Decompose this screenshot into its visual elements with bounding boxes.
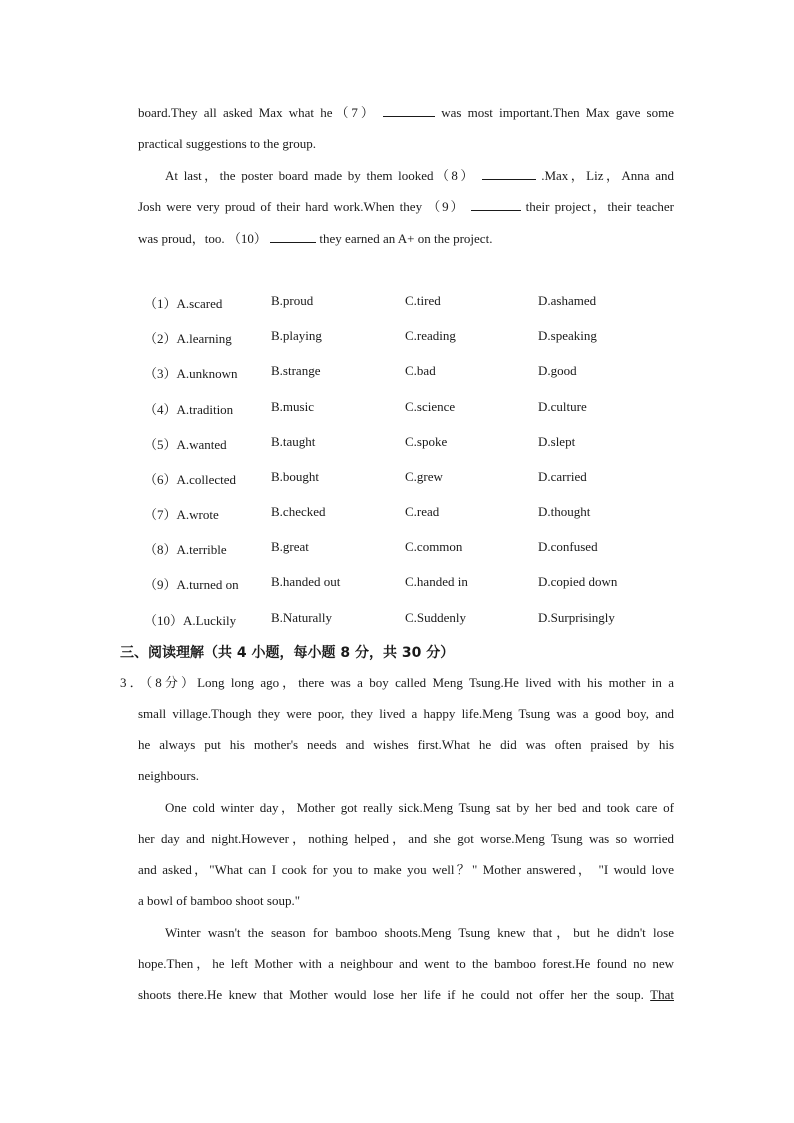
option-c: C.spoke (405, 434, 448, 449)
option-row (0, 363, 794, 381)
option-d: D.good (538, 363, 577, 378)
option-c: C.read (405, 504, 440, 519)
option-a: （9）A.turned on (144, 577, 239, 592)
option-a: （5）A.wanted (144, 437, 227, 452)
passage-text: Josh were very proud of their hard work.When they （9） (138, 199, 466, 214)
option-b: B.checked (271, 504, 326, 519)
answer-blank-10 (270, 230, 316, 243)
option-a: （10）A.Luckily (144, 613, 237, 628)
option-b: B.handed out (271, 574, 341, 589)
passage-line: he always put his mother's needs and wishes first.What he did was often praised by his (138, 737, 674, 752)
answer-blank-9 (471, 198, 521, 211)
option-d: D.ashamed (538, 293, 597, 308)
option-row (0, 539, 794, 557)
option-row (0, 504, 794, 522)
passage-line: Winter wasn't the season for bamboo shoots.Meng Tsung knew that，but he didn't lose (165, 925, 674, 940)
passage-text: was proud，too. （10） (138, 231, 267, 246)
option-c: C.tired (405, 293, 441, 308)
option-d: D.Surprisingly (538, 610, 615, 625)
option-c: C.reading (405, 328, 456, 343)
option-b: B.Naturally (271, 610, 333, 625)
passage-line: her day and night.However，nothing helped，and she got worse.Meng Tsung was so worried (138, 831, 674, 846)
option-c: C.grew (405, 469, 443, 484)
option-a: （1）A.scared (144, 296, 223, 311)
option-b: B.music (271, 399, 314, 414)
passage-line: hope.Then，he left Mother with a neighbour and went to the bamboo forest.He found no new (138, 956, 674, 971)
option-c: C.handed in (405, 574, 468, 589)
passage-line: small village.Though they were poor, they lived a happy life.Meng Tsung was a good boy, and (138, 706, 674, 721)
passage-text: At last，the poster board made by them looked（8） (165, 168, 476, 183)
passage-text: was most important.Then Max gave some (441, 105, 675, 120)
passage-line (138, 198, 674, 215)
underlined-word: That (650, 987, 674, 1002)
option-d: D.thought (538, 504, 591, 519)
option-c: C.bad (405, 363, 436, 378)
option-b: B.playing (271, 328, 322, 343)
option-b: B.proud (271, 293, 314, 308)
option-b: B.taught (271, 434, 316, 449)
passage-line (138, 104, 674, 121)
option-d: D.confused (538, 539, 598, 554)
option-row (0, 328, 794, 346)
option-a: （3）A.unknown (144, 366, 238, 381)
passage-line: One cold winter day，Mother got really sick.Meng Tsung sat by her bed and took care of (165, 800, 674, 815)
passage-line: a bowl of bamboo shoot soup." (138, 893, 301, 908)
answer-blank-7 (383, 104, 435, 117)
option-b: B.strange (271, 363, 321, 378)
passage-text: board.They all asked Max what he（7） (138, 105, 377, 120)
option-d: D.carried (538, 469, 587, 484)
option-d: D.slept (538, 434, 576, 449)
option-c: C.science (405, 399, 456, 414)
question-3-lead: 3．（8分）Long long ago，there was a boy called Meng Tsung.He lived with his mother in a (120, 675, 674, 690)
passage-line (165, 167, 674, 184)
section-heading: 三、阅读理解（共 4 小题，每小题 8 分，共 30 分） (120, 645, 455, 661)
passage-text: they earned an A+ on the project. (319, 231, 493, 246)
option-a: （4）A.tradition (144, 402, 234, 417)
option-a: （8）A.terrible (144, 542, 227, 557)
option-c: C.Suddenly (405, 610, 467, 625)
option-d: D.culture (538, 399, 587, 414)
passage-line (138, 987, 674, 1003)
passage-line: neighbours. (138, 768, 200, 783)
passage-line: practical suggestions to the group. (138, 136, 316, 151)
passage-text: their project，their teacher (525, 199, 674, 214)
option-row (0, 610, 794, 628)
option-row (0, 434, 794, 452)
passage-line: and asked，"What can I cook for you to make you well？" Mother answered， "I would love (138, 862, 674, 877)
option-a: （6）A.collected (144, 472, 237, 487)
passage-text: shoots there.He knew that Mother would lose her life if he could not offer her the soup. (138, 987, 644, 1002)
option-b: B.great (271, 539, 309, 554)
option-a: （7）A.wrote (144, 507, 219, 522)
option-a: （2）A.learning (144, 331, 232, 346)
option-row (0, 293, 794, 311)
option-d: D.speaking (538, 328, 597, 343)
option-row (0, 574, 794, 592)
option-c: C.common (405, 539, 463, 554)
option-row (0, 399, 794, 417)
option-b: B.bought (271, 469, 320, 484)
passage-text: .Max，Liz，Anna and (541, 168, 675, 183)
option-row (0, 469, 794, 487)
answer-blank-8 (482, 167, 536, 180)
passage-line (138, 230, 674, 247)
option-d: D.copied down (538, 574, 618, 589)
